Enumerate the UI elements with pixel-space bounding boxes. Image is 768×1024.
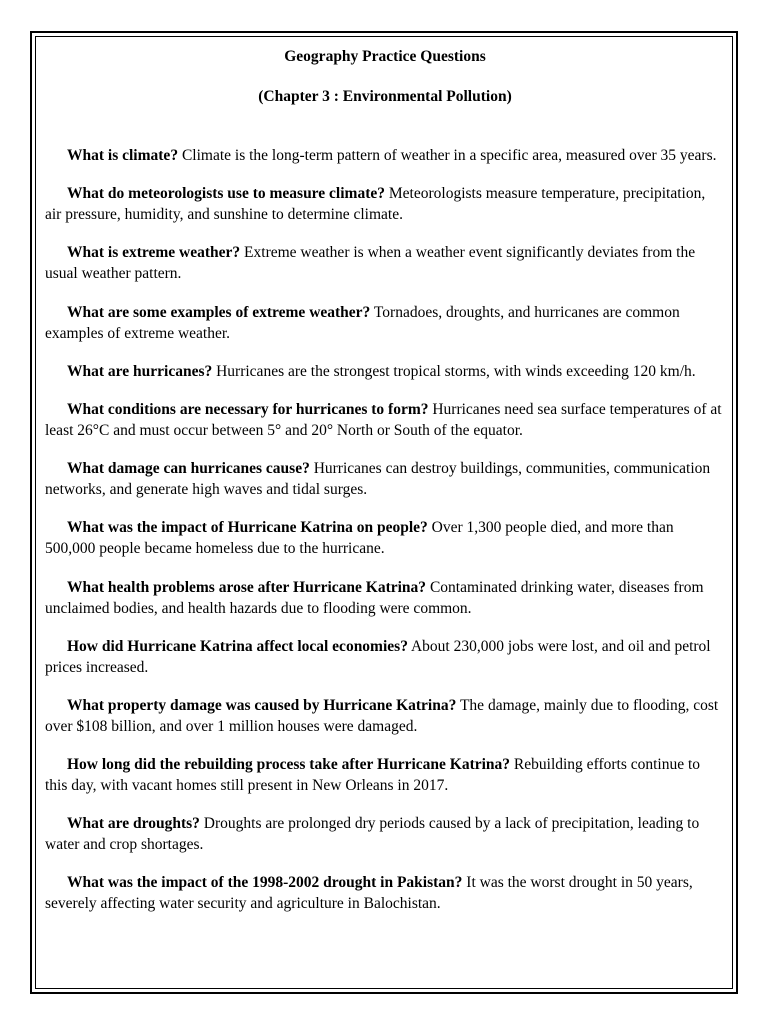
qa-item	[45, 517, 725, 559]
answer-text: The damage, mainly due to flooding, cost over $108 billion, and over 1 million houses were damaged.	[45, 696, 719, 735]
answer-text: Droughts are prolonged dry periods caused by a lack of precipitation, leading to water and crop shortages.	[45, 815, 700, 854]
answer-text: Extreme weather is when a weather event significantly deviates from the usual weather pattern.	[45, 244, 696, 283]
question-text: What conditions are necessary for hurricanes to form?	[67, 400, 429, 418]
answer-text: Hurricanes need sea surface temperatures of at least 26°C and must occur between 5° and 20° North or South of the equator.	[45, 400, 722, 439]
question-text: What damage can hurricanes cause?	[67, 460, 310, 478]
question-text: What is extreme weather?	[67, 244, 241, 262]
answer-text: Climate is the long-term pattern of weather in a specific area, measured over 35 years.	[181, 147, 717, 164]
qa-item	[45, 458, 725, 500]
answer-text: Hurricanes are the strongest tropical storms, with winds exceeding 120 km/h.	[216, 362, 696, 380]
qa-item	[45, 872, 725, 914]
question-text: What are hurricanes?	[67, 362, 213, 380]
document-subtitle: (Chapter 3 : Environmental Pollution)	[258, 88, 512, 105]
answer-text: About 230,000 jobs were lost, and oil and petrol prices increased.	[45, 637, 711, 676]
question-text: How did Hurricane Katrina affect local economies?	[67, 637, 408, 655]
document-title: Geography Practice Questions	[284, 48, 486, 65]
answer-text: It was the worst drought in 50 years, severely affecting water security and agriculture in Balochistan.	[45, 874, 693, 913]
question-text: What are some examples of extreme weather?	[67, 303, 371, 321]
question-text: What are droughts?	[67, 815, 200, 833]
qa-item	[45, 302, 725, 344]
question-text: What property damage was caused by Hurricane Katrina?	[67, 696, 457, 714]
question-text: How long did the rebuilding process take after Hurricane Katrina?	[67, 756, 511, 774]
answer-text: Hurricanes can destroy buildings, communities, communication networks, and generate high waves and tidal surges.	[45, 460, 711, 499]
question-text: What was the impact of Hurricane Katrina on people?	[67, 519, 428, 537]
question-text: What health problems arose after Hurricane Katrina?	[67, 578, 427, 596]
question-list	[45, 145, 725, 914]
answer-text: Meteorologists measure temperature, precipitation, air pressure, humidity, and sunshine to determine climate.	[45, 185, 706, 224]
qa-item	[45, 399, 725, 441]
qa-item	[45, 636, 725, 678]
answer-text: Rebuilding efforts continue to this day, with vacant homes still present in New Orleans in 2017.	[45, 756, 701, 795]
qa-item	[45, 242, 725, 284]
question-text: What is climate?	[67, 147, 179, 164]
answer-text: Contaminated drinking water, diseases from unclaimed bodies, and health hazards due to flooding were common.	[45, 578, 704, 617]
qa-item	[45, 361, 725, 382]
qa-item	[45, 754, 725, 796]
qa-item	[45, 577, 725, 619]
qa-item	[45, 695, 725, 737]
qa-item	[45, 145, 725, 166]
document-body	[45, 46, 725, 932]
qa-item	[45, 813, 725, 855]
question-text: What was the impact of the 1998-2002 drought in Pakistan?	[67, 874, 463, 892]
answer-text: Over 1,300 people died, and more than 500,000 people became homeless due to the hurricane.	[45, 519, 674, 558]
question-text: What do meteorologists use to measure climate?	[67, 185, 385, 203]
qa-item	[45, 183, 725, 225]
answer-text: Tornadoes, droughts, and hurricanes are common examples of extreme weather.	[45, 303, 680, 342]
